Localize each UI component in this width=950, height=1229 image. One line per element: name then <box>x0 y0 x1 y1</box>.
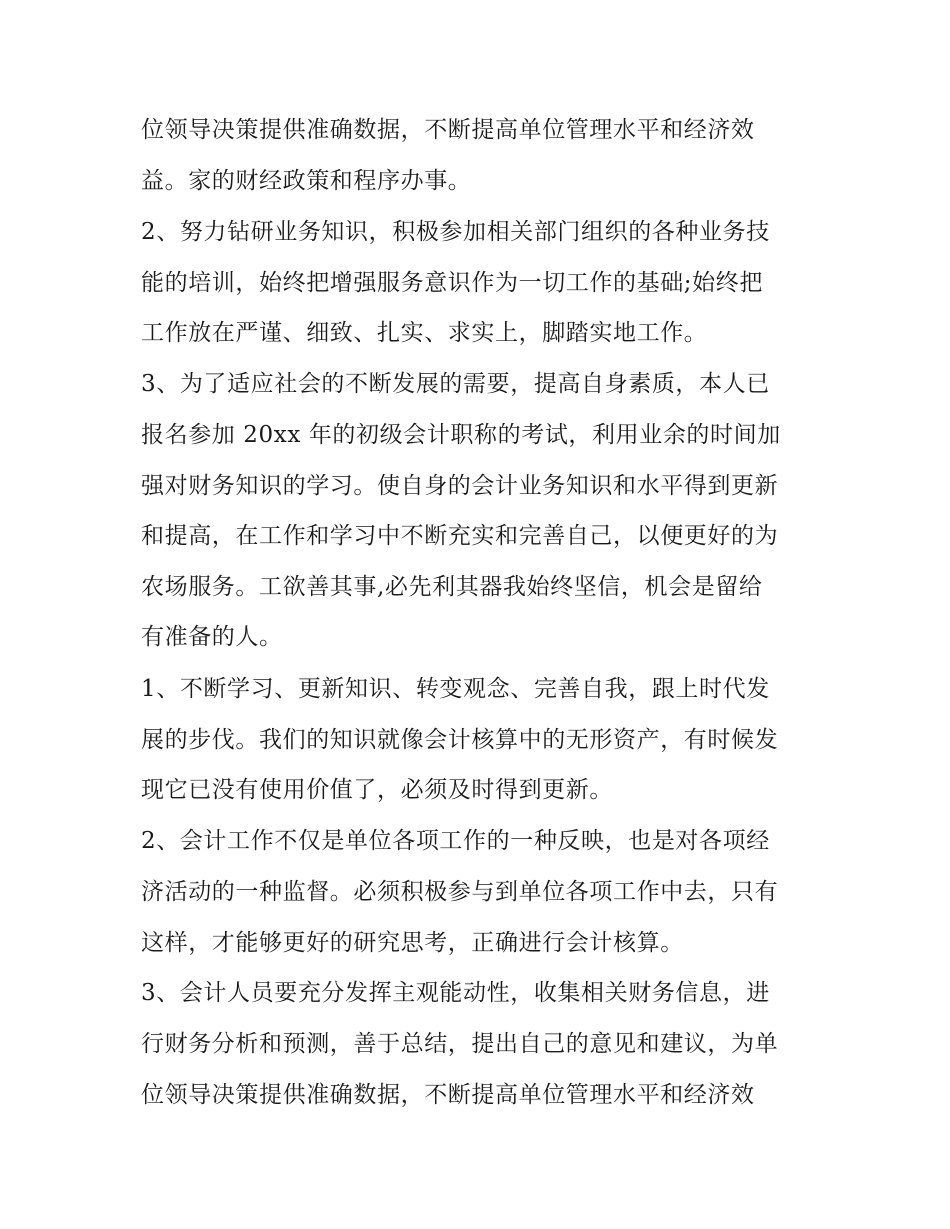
text-line: 现它已没有使用价值了，必须及时得到更新。 <box>141 777 613 803</box>
text-line: 3、会计人员要充分发挥主观能动性，收集相关财务信息，进 <box>141 980 770 1006</box>
text-line: 工作放在严谨、细致、扎实、求实上，脚踏实地工作。 <box>141 320 708 346</box>
text-line: 报名参加 20xx 年的初级会计职称的考试，利用业余的时间加 <box>141 422 781 448</box>
text-line: 能的培训，始终把增强服务意识作为一切工作的基础;始终把 <box>141 270 763 296</box>
text-line: 2、会计工作不仅是单位各项工作的一种反映，也是对各项经 <box>141 828 770 854</box>
text-line: 益。家的财经政策和程序办事。 <box>141 168 472 194</box>
text-line: 和提高，在工作和学习中不断充实和完善自己，以便更好的为 <box>141 523 779 549</box>
text-line: 位领导决策提供准确数据，不断提高单位管理水平和经济效 <box>141 117 755 143</box>
text-line: 有准备的人。 <box>141 624 283 650</box>
text-line: 强对财务知识的学习。使自身的会计业务知识和水平得到更新 <box>141 473 779 499</box>
text-line: 1、不断学习、更新知识、转变观念、完善自我，跟上时代发 <box>141 676 770 702</box>
text-line: 农场服务。工欲善其事,必先利其器我始终坚信，机会是留给 <box>141 574 763 600</box>
text-line: 位领导决策提供准确数据，不断提高单位管理水平和经济效 <box>141 1082 755 1108</box>
text-line: 这样，才能够更好的研究思考，正确进行会计核算。 <box>141 930 684 956</box>
text-line: 2、努力钻研业务知识，积极参加相关部门组织的各种业务技 <box>141 219 770 245</box>
text-line: 济活动的一种监督。必须积极参与到单位各项工作中去，只有 <box>141 879 779 905</box>
text-line: 行财务分析和预测，善于总结，提出自己的意见和建议，为单 <box>141 1031 779 1057</box>
text-line: 3、为了适应社会的不断发展的需要，提高自身素质，本人已 <box>141 371 770 397</box>
text-line: 展的步伐。我们的知识就像会计核算中的无形资产，有时候发 <box>141 727 779 753</box>
